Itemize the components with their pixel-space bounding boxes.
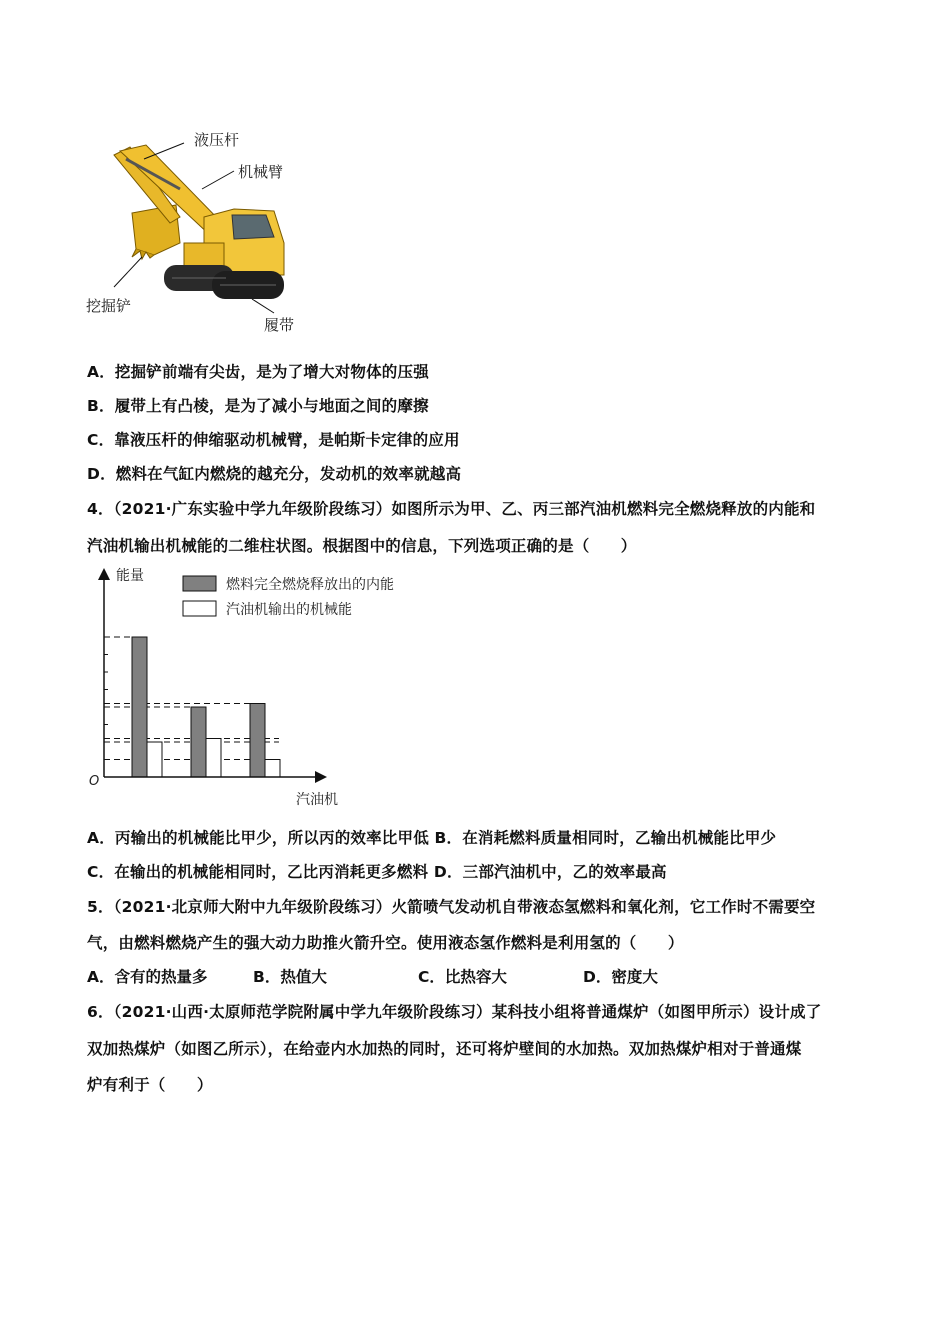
legend-label-internal-energy: 燃料完全燃烧释放出的内能 — [226, 577, 394, 593]
q3-option-b: B．履带上有凸棱，是为了减小与地面之间的摩擦 — [87, 397, 429, 415]
q4-options-row1: A．丙输出的机械能比甲少，所以丙的效率比甲低 B．在消耗燃料质量相同时，乙输出机械能比甲少 — [87, 829, 777, 847]
origin-label: O — [89, 774, 100, 789]
bar-mechanical-energy-0 — [147, 742, 162, 777]
q5-option-d: D．密度大 — [583, 968, 658, 986]
label-mechanical-arm: 机械臂 — [238, 163, 284, 181]
bar-mechanical-energy-2 — [265, 760, 280, 778]
legend-label-mechanical-energy: 汽油机输出的机械能 — [226, 602, 352, 618]
bar-internal-energy-2 — [250, 704, 265, 778]
q3-option-d: D．燃料在气缸内燃烧的越充分，发动机的效率就越高 — [87, 465, 462, 483]
q3-option-c: C．靠液压杆的伸缩驱动机械臂，是帕斯卡定律的应用 — [87, 431, 460, 449]
q5-stem-line2: 气，由燃料燃烧产生的强大动力助推火箭升空。使用液态氢作燃料是利用氢的（ ） — [87, 934, 684, 952]
bar-internal-energy-0 — [132, 637, 147, 777]
bar-mechanical-energy-1 — [206, 739, 221, 778]
q6-stem-line3: 炉有利于（ ） — [87, 1076, 213, 1094]
bar-internal-energy-1 — [191, 707, 206, 777]
excavator-figure — [84, 125, 314, 335]
q5-option-c: C．比热容大 — [418, 968, 507, 986]
legend-swatch-internal-energy — [183, 576, 216, 591]
y-axis-label: 能量 — [116, 568, 144, 584]
q3-option-a: A．挖掘铲前端有尖齿，是为了增大对物体的压强 — [87, 363, 429, 381]
cab-window — [232, 215, 274, 239]
label-hydraulic-rod: 液压杆 — [194, 131, 240, 149]
q5-option-b: B．热值大 — [253, 968, 327, 986]
label-track: 履带 — [264, 316, 295, 334]
x-axis-label: 汽油机 — [296, 792, 338, 808]
q4-stem-line2: 汽油机输出机械能的二维柱状图。根据图中的信息，下列选项正确的是（ ） — [87, 537, 637, 555]
legend-swatch-mechanical-energy — [183, 601, 216, 616]
label-bucket: 挖掘铲 — [86, 297, 132, 315]
energy-bar-chart — [84, 563, 424, 813]
q5-option-a: A．含有的热量多 — [87, 968, 208, 986]
q5-stem-line1: 5．（2021·北京师大附中九年级阶段练习）火箭喷气发动机自带液态氢燃料和氧化剂，它工作时不需要空 — [87, 898, 816, 916]
q6-stem-line2: 双加热煤炉（如图乙所示），在给壶内水加热的同时，还可将炉壁间的水加热。双加热煤炉相对于普通煤 — [87, 1040, 802, 1058]
q6-stem-line1: 6．（2021·山西·太原师范学院附属中学九年级阶段练习）某科技小组将普通煤炉（如图甲所示）设计成了 — [87, 1003, 822, 1021]
q4-stem-line1: 4．（2021·广东实验中学九年级阶段练习）如图所示为甲、乙、丙三部汽油机燃料完全燃烧释放的内能和 — [87, 500, 816, 518]
q4-options-row2: C．在输出的机械能相同时，乙比丙消耗更多燃料 D．三部汽油机中，乙的效率最高 — [87, 863, 667, 881]
chart-svg — [84, 563, 424, 813]
